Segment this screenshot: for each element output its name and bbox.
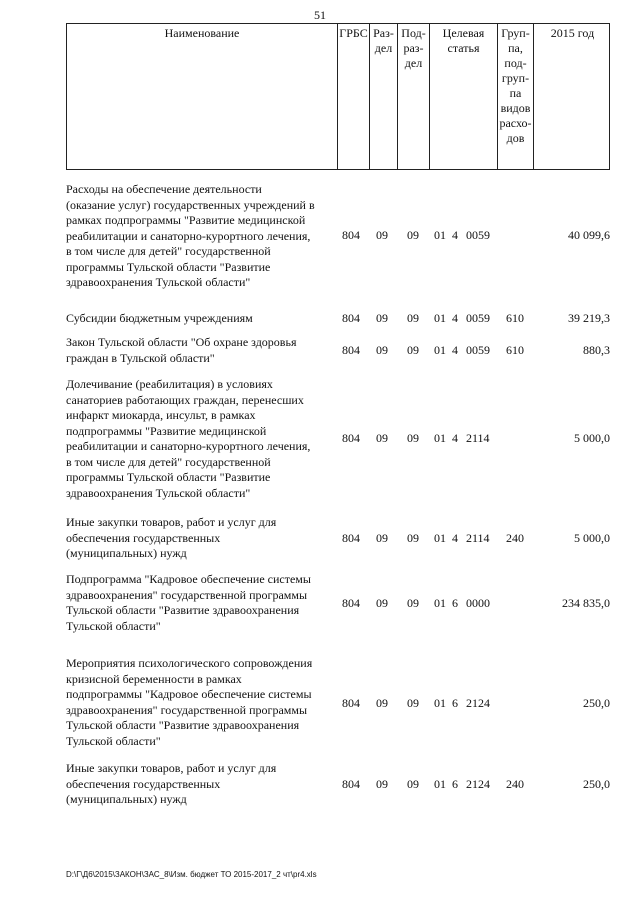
header-podrazdel-line: Под- — [401, 26, 426, 40]
row-gruppa: 240 — [506, 777, 524, 791]
header-gruppa-line: Груп- — [501, 26, 530, 40]
header-year-label: 2015 год — [550, 26, 595, 40]
row-cel-code: 2124 — [466, 777, 490, 791]
row-name-line: Иные закупки товаров, работ и услуг для — [66, 761, 277, 775]
row-grbs: 804 — [342, 596, 360, 610]
table-row — [66, 335, 610, 367]
row-cel-code: 0059 — [466, 343, 490, 357]
row-name-line: (муниципальных) нужд — [66, 792, 187, 806]
row-cel-subprogram: 4 — [452, 311, 458, 325]
row-cel-code: 0059 — [466, 311, 490, 325]
row-name — [66, 182, 336, 291]
row-name — [66, 335, 336, 366]
row-cel-program: 01 — [434, 311, 446, 325]
file-path-footer: D:\Г\Д6\2015\ЗАКОН\ЗАС_8\Изм. бюджет ТО 2015-2017_2 чт\pr4.xls — [66, 870, 317, 879]
table-row — [66, 761, 610, 809]
row-name-line: (муниципальных) нужд — [66, 546, 187, 560]
header-gruppa-line: видов — [500, 101, 531, 115]
row-cel-program: 01 — [434, 596, 446, 610]
row-name — [66, 761, 336, 808]
row-sum: 39 219,3 — [568, 311, 610, 325]
row-cel-code: 2114 — [466, 531, 490, 545]
row-name-line: Тульской области "Развитие здравоохранения — [66, 718, 300, 732]
table-row — [66, 377, 610, 503]
row-podrazdel: 09 — [407, 696, 419, 710]
row-podrazdel: 09 — [407, 228, 419, 242]
row-podrazdel: 09 — [407, 311, 419, 325]
table-row — [66, 656, 610, 750]
row-gruppa: 610 — [506, 343, 524, 357]
row-podrazdel: 09 — [407, 531, 419, 545]
header-gruppa-line: груп- — [501, 71, 530, 85]
row-cel-subprogram: 6 — [452, 696, 458, 710]
row-name-line: санаториев работающих граждан, перенесших — [66, 392, 304, 407]
header-year — [533, 24, 611, 169]
row-name — [66, 311, 336, 327]
row-name-line: Иные закупки товаров, работ и услуг для — [66, 515, 277, 529]
row-name-line: в том числе для детей" государственной — [66, 244, 271, 258]
row-razdel: 09 — [376, 431, 388, 445]
row-podrazdel: 09 — [407, 431, 419, 445]
row-name-line: здравоохранения Тульской области" — [66, 275, 251, 289]
row-name-line: (оказание услуг) государственных учреждений в — [66, 197, 315, 212]
row-sum: 234 835,0 — [562, 596, 610, 610]
header-gruppa-line: па — [509, 86, 522, 100]
row-name — [66, 572, 336, 634]
header-podrazdel-line: дел — [404, 56, 423, 70]
row-name-line: Долечивание (реабилитация) в условиях — [66, 377, 273, 391]
row-name-line: подпрограммы "Кадровое обеспечение системы — [66, 687, 312, 701]
row-grbs: 804 — [342, 343, 360, 357]
row-name-line: кризисной беременности в рамках — [66, 671, 242, 686]
row-grbs: 804 — [342, 696, 360, 710]
row-sum: 5 000,0 — [574, 431, 610, 445]
row-name-line: обеспечения государственных — [66, 776, 221, 791]
row-podrazdel: 09 — [407, 596, 419, 610]
row-name-line: Закон Тульской области "Об охране здоровья — [66, 335, 297, 349]
row-name-line: инфаркт миокарда, инсульт, в рамках — [66, 408, 256, 422]
header-razdel — [369, 24, 397, 169]
row-grbs: 804 — [342, 311, 360, 325]
header-name-label: Наименование — [164, 26, 240, 40]
row-razdel: 09 — [376, 228, 388, 242]
header-gruppa-line: па, — [508, 41, 523, 55]
row-name-line: здравоохранения" государственной программы — [66, 587, 308, 602]
row-podrazdel: 09 — [407, 343, 419, 357]
header-podrazdel — [397, 24, 429, 169]
row-sum: 40 099,6 — [568, 228, 610, 242]
header-grbs-label: ГРБС — [339, 26, 368, 40]
row-gruppa: 610 — [506, 311, 524, 325]
table-row — [66, 515, 610, 563]
row-razdel: 09 — [376, 531, 388, 545]
row-name-line: в том числе для детей" государственной — [66, 454, 271, 469]
row-name-line: программы Тульской области "Развитие — [66, 470, 271, 484]
row-name-line: Расходы на обеспечение деятельности — [66, 182, 262, 196]
row-name — [66, 656, 336, 749]
row-cel-code: 0059 — [466, 228, 490, 242]
row-cel-subprogram: 4 — [452, 228, 458, 242]
header-grbs — [337, 24, 369, 169]
row-sum: 250,0 — [583, 696, 610, 710]
row-name-line: программы Тульской области "Развитие — [66, 259, 271, 274]
row-podrazdel: 09 — [407, 777, 419, 791]
row-name-line: Мероприятия психологического сопровождения — [66, 656, 313, 670]
header-celevaya — [429, 24, 497, 169]
row-razdel: 09 — [376, 696, 388, 710]
row-gruppa: 240 — [506, 531, 524, 545]
row-cel-program: 01 — [434, 343, 446, 357]
row-cel-subprogram: 4 — [452, 531, 458, 545]
row-razdel: 09 — [376, 596, 388, 610]
header-razdel-line: Раз- — [373, 26, 394, 40]
row-name — [66, 515, 336, 562]
row-razdel: 09 — [376, 777, 388, 791]
table-header — [66, 23, 610, 170]
header-gruppa-line: дов — [506, 131, 525, 145]
row-name-line: рамках подпрограммы "Развитие медицинской — [66, 213, 306, 227]
table-row — [66, 182, 610, 292]
row-name-line: Тульской области" — [66, 618, 161, 633]
row-name-line: Подпрограмма "Кадровое обеспечение системы — [66, 572, 311, 586]
page-number: 51 — [314, 8, 326, 22]
header-celevaya-line: статья — [447, 41, 480, 55]
table-row — [66, 311, 610, 327]
row-name — [66, 377, 336, 501]
row-cel-program: 01 — [434, 531, 446, 545]
row-name-line: реабилитации и санаторно-курортного лечения, — [66, 439, 311, 453]
row-grbs: 804 — [342, 228, 360, 242]
row-cel-program: 01 — [434, 228, 446, 242]
header-celevaya-line: Целевая — [442, 26, 485, 40]
row-cel-subprogram: 4 — [452, 431, 458, 445]
row-sum: 5 000,0 — [574, 531, 610, 545]
header-razdel-line: дел — [374, 41, 393, 55]
row-name-line: Тульской области "Развитие здравоохранения — [66, 603, 300, 617]
row-sum: 880,3 — [583, 343, 610, 357]
row-cel-program: 01 — [434, 431, 446, 445]
row-cel-code: 2124 — [466, 696, 490, 710]
header-gruppa-line: расхо- — [499, 116, 532, 130]
row-razdel: 09 — [376, 343, 388, 357]
header-podrazdel-line: раз- — [403, 41, 424, 55]
row-cel-subprogram: 6 — [452, 596, 458, 610]
row-grbs: 804 — [342, 777, 360, 791]
row-sum: 250,0 — [583, 777, 610, 791]
header-gruppa — [497, 24, 533, 169]
row-name-line: реабилитации и санаторно-курортного лечения, — [66, 228, 311, 243]
row-cel-program: 01 — [434, 777, 446, 791]
row-name-line: здравоохранения Тульской области" — [66, 485, 251, 500]
header-name — [67, 24, 337, 169]
row-name-line: обеспечения государственных — [66, 530, 221, 545]
row-cel-subprogram: 6 — [452, 777, 458, 791]
row-name-line: Тульской области" — [66, 733, 161, 748]
header-gruppa-line: под- — [504, 56, 527, 70]
row-grbs: 804 — [342, 531, 360, 545]
table-row — [66, 572, 610, 636]
row-name-line: Субсидии бюджетным учреждениям — [66, 311, 253, 325]
row-grbs: 804 — [342, 431, 360, 445]
row-cel-code: 2114 — [466, 431, 490, 445]
row-cel-subprogram: 4 — [452, 343, 458, 357]
row-cel-code: 0000 — [466, 596, 490, 610]
row-razdel: 09 — [376, 311, 388, 325]
row-name-line: здравоохранения" государственной программы — [66, 702, 308, 717]
row-name-line: граждан в Тульской области" — [66, 350, 215, 365]
row-cel-program: 01 — [434, 696, 446, 710]
row-name-line: подпрограммы "Развитие медицинской — [66, 423, 267, 438]
